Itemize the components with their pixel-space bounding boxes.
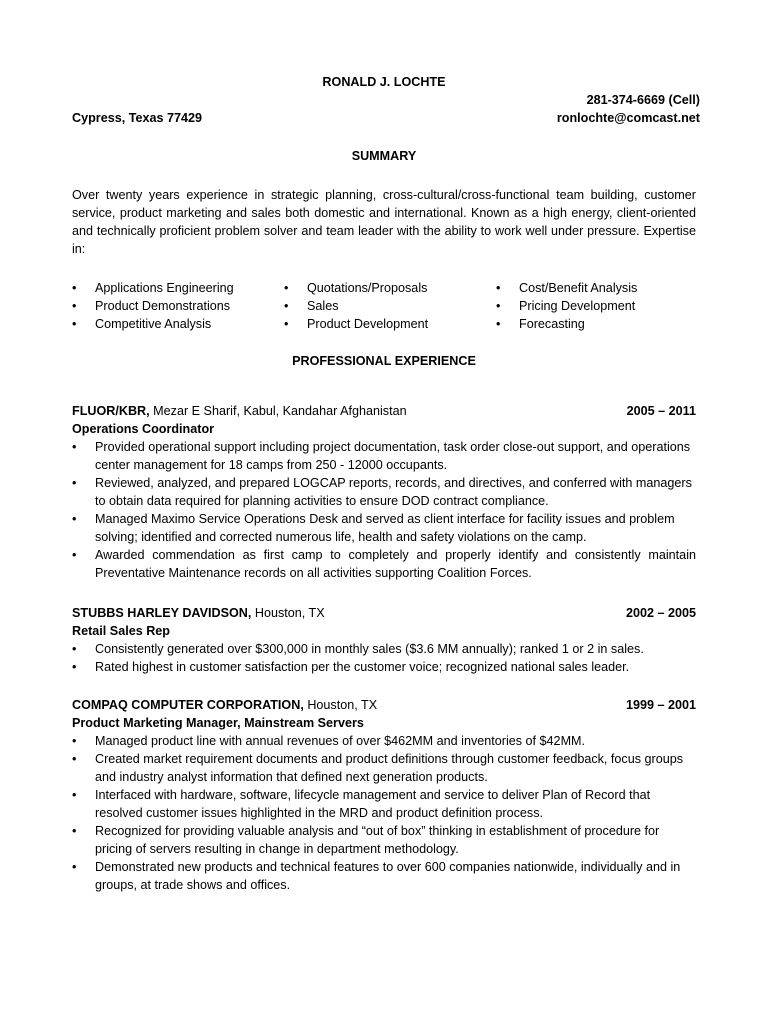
job-title: Retail Sales Rep <box>72 624 170 638</box>
job-bullet: • Created market requirement documents and product definitions through customer feedback, focus groups and industry analyst information that defined next generation products. <box>72 750 696 786</box>
skills-column-1 <box>72 279 272 333</box>
job-dates: 2002 – 2005 <box>625 606 696 620</box>
job-bullet: • Interfaced with hardware, software, lifecycle management and service to deliver Plan of Record that resolved customer issues highlighted in the MRD and product definition process. <box>72 786 696 822</box>
email-address: ronlochte@comcast.net <box>556 111 700 125</box>
experience-heading: PROFESSIONAL EXPERIENCE <box>292 354 476 368</box>
candidate-name: RONALD J. LOCHTE <box>322 75 446 89</box>
job-title: Product Marketing Manager, Mainstream Servers <box>72 716 364 730</box>
job-fluor-kbr <box>72 402 696 582</box>
company-name: STUBBS HARLEY DAVIDSON, <box>72 606 252 620</box>
job-title: Operations Coordinator <box>72 422 215 436</box>
skill-item: • Pricing Development <box>496 297 696 315</box>
job-bullets <box>72 732 696 894</box>
job-bullet: • Awarded commendation as first camp to completely and properly identify and consistently maintain Preventative Maintenance records on all activities supporting Coalition Forces. <box>72 546 696 582</box>
phone-number: 281-374-6669 (Cell) <box>586 93 700 107</box>
skill-item: • Forecasting <box>496 315 696 333</box>
job-stubbs-harley-davidson <box>72 604 696 676</box>
company-name: COMPAQ COMPUTER CORPORATION, <box>72 698 304 712</box>
job-bullet: • Managed product line with annual revenues of over $462MM and inventories of $42MM. <box>72 732 696 750</box>
job-bullets <box>72 640 696 676</box>
job-bullet: • Rated highest in customer satisfaction per the customer voice; recognized national sales leader. <box>72 658 696 676</box>
skill-item: • Cost/Benefit Analysis <box>496 279 696 297</box>
job-bullet: • Reviewed, analyzed, and prepared LOGCAP reports, records, and directives, and conferred with managers to obtain data required for planning activities to ensure DOD contract compliance. <box>72 474 696 510</box>
job-bullet: • Consistently generated over $300,000 in monthly sales ($3.6 MM annually); ranked 1 or 2 in sales. <box>72 640 696 658</box>
job-header <box>72 696 696 714</box>
job-compaq <box>72 696 696 894</box>
job-dates: 1999 – 2001 <box>625 698 696 712</box>
skill-item: • Product Development <box>284 315 484 333</box>
job-location: Houston, TX <box>303 698 378 712</box>
job-header <box>72 402 696 420</box>
job-header <box>72 604 696 622</box>
job-dates: 2005 – 2011 <box>626 404 696 418</box>
job-location: Houston, TX <box>251 606 325 620</box>
job-bullet: • Demonstrated new products and technical features to over 600 companies nationwide, individually and in groups, at trade shows and offices. <box>72 858 696 894</box>
skill-item: • Sales <box>284 297 484 315</box>
job-bullet: • Recognized for providing valuable analysis and “out of box” thinking in establishment of procedure for pricing of servers resulting in change in department methodology. <box>72 822 696 858</box>
summary-text: Over twenty years experience in strategic planning, cross-cultural/cross-functional team building, customer service, product marketing and sales both domestic and international. Known as a high energy, client-oriented and technically proficient problem solver and team leader with the ability to work well under pressure. Expertise in: <box>72 188 696 256</box>
job-bullet: • Provided operational support including project documentation, task order close-out support, and operations center management for 18 camps from 250 - 12000 occupants. <box>72 438 696 474</box>
skill-item: • Competitive Analysis <box>72 315 272 333</box>
skills-column-2 <box>284 279 484 333</box>
company-name: FLUOR/KBR, <box>72 404 150 418</box>
skill-item: • Applications Engineering <box>72 279 272 297</box>
job-bullets <box>72 438 696 582</box>
summary-heading: SUMMARY <box>351 149 417 163</box>
job-location: Mezar E Sharif, Kabul, Kandahar Afghanistan <box>149 404 407 418</box>
job-bullet: • Managed Maximo Service Operations Desk and served as client interface for facility issues and problem solving; identified and corrected numerous life, health and safety violations on the camp. <box>72 510 696 546</box>
skills-column-3 <box>496 279 696 333</box>
location: Cypress, Texas 77429 <box>72 111 202 125</box>
skill-item: • Product Demonstrations <box>72 297 272 315</box>
skill-item: • Quotations/Proposals <box>284 279 484 297</box>
